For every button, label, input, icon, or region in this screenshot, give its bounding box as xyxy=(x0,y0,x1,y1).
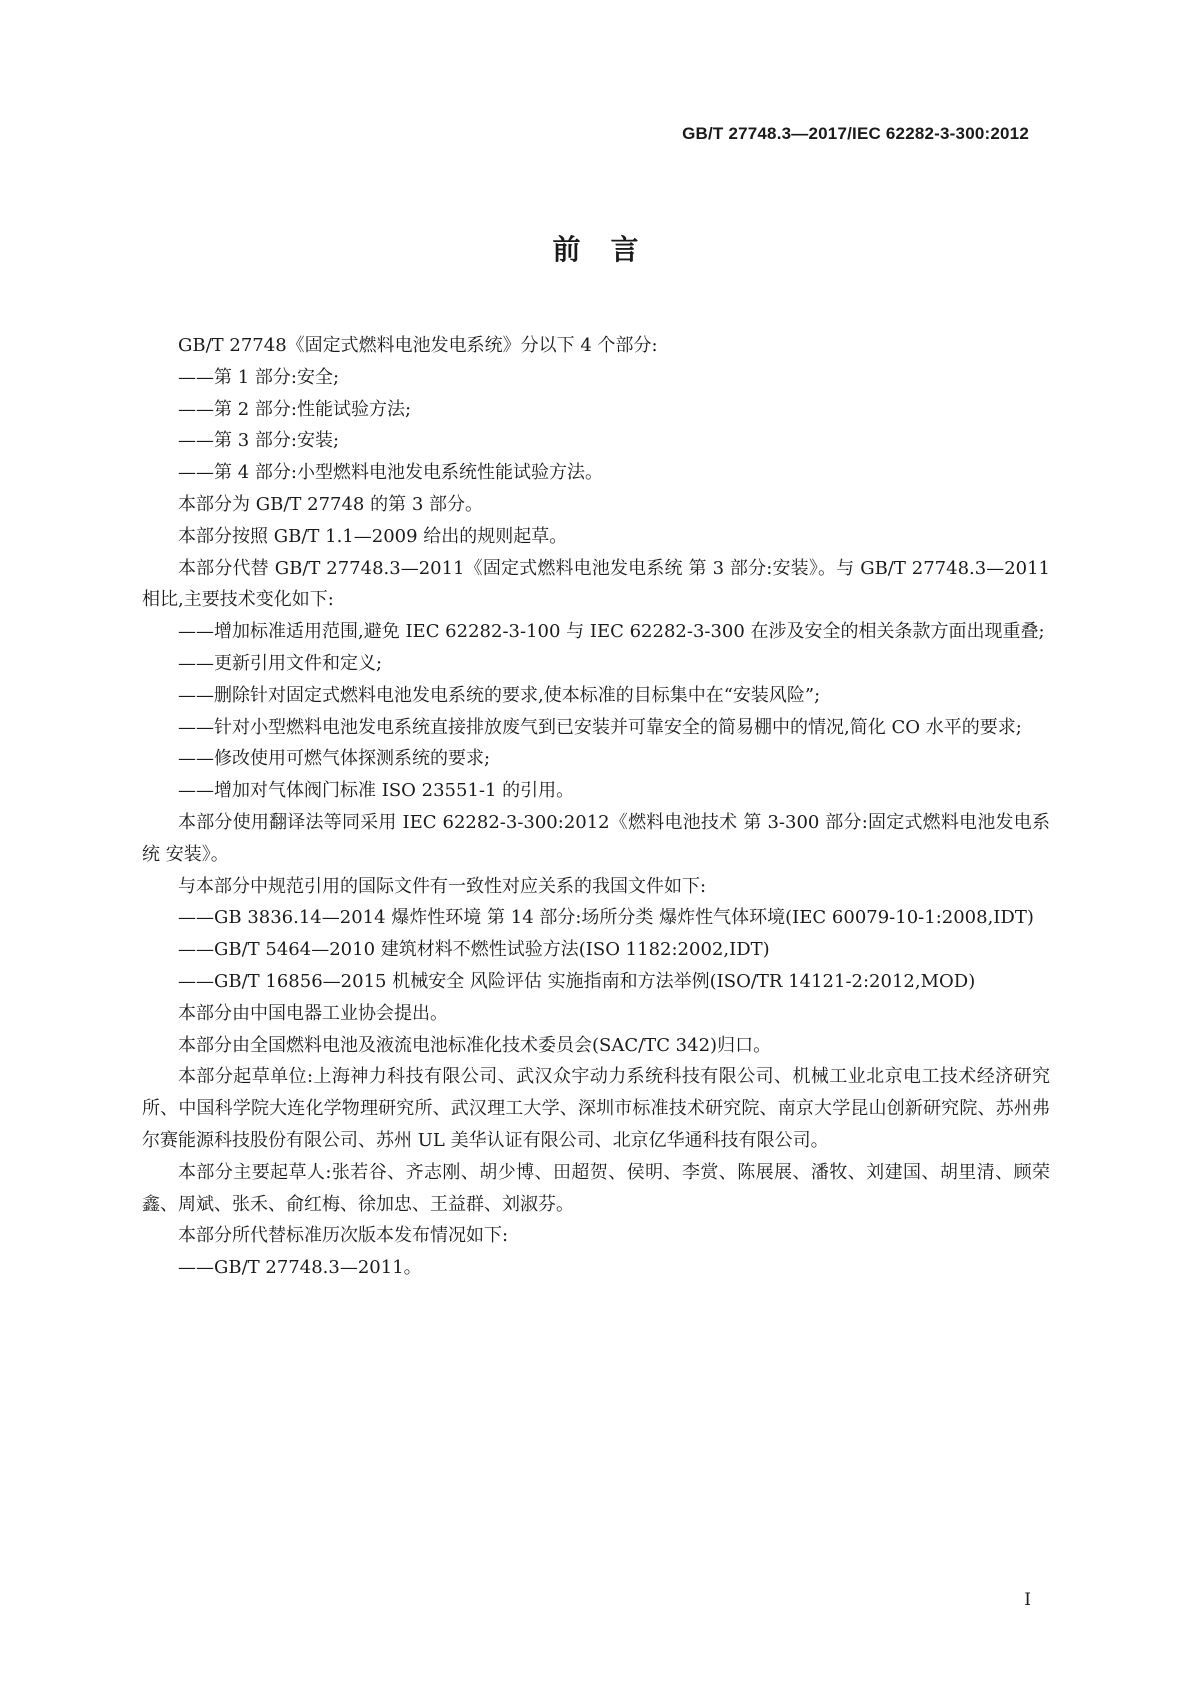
dash-list-text: GB/T 5464—2010 建筑材料不燃性试验方法(ISO 1182:2002,IDT) xyxy=(214,939,770,961)
em-dash-marker: —— xyxy=(178,462,214,484)
paragraph: 本部分起草单位:上海神力科技有限公司、武汉众宇动力系统科技有限公司、机械工业北京电工技术经济研究所、中国科学院大连化学物理研究所、武汉理工大学、深圳市标准技术研究院、南京大学昆山创新研究院、苏州弗尔赛能源科技股份有限公司、苏州 UL 美华认证有限公司、北京亿华通科技有限公司。 xyxy=(142,1066,1050,1151)
paragraph: 本部分由全国燃料电池及液流电池标准化技术委员会(SAC/TC 342)归口。 xyxy=(178,1034,772,1056)
em-dash-marker: —— xyxy=(178,621,214,643)
dash-list-item xyxy=(142,680,1050,712)
dash-list-item xyxy=(142,712,1050,744)
em-dash-marker: —— xyxy=(178,716,214,738)
dash-list-text: 删除针对固定式燃料电池发电系统的要求,使本标准的目标集中在“安装风险”; xyxy=(214,684,821,706)
dash-list-text: 第 4 部分:小型燃料电池发电系统性能试验方法。 xyxy=(214,462,603,484)
dash-list-item xyxy=(142,743,1050,775)
dash-list-text: 更新引用文件和定义; xyxy=(214,652,383,674)
paragraph: 本部分按照 GB/T 1.1—2009 给出的规则起草。 xyxy=(178,525,568,547)
dash-list-item xyxy=(142,362,1050,394)
page-number: I xyxy=(1024,1590,1031,1610)
dash-list-item xyxy=(142,966,1050,998)
dash-list-text: 增加对气体阀门标准 ISO 23551-1 的引用。 xyxy=(214,780,575,802)
em-dash-marker: —— xyxy=(178,748,214,770)
dash-list-text: 增加标准适用范围,避免 IEC 62282-3-100 与 IEC 62282-3-300 在涉及安全的相关条款方面出现重叠; xyxy=(214,621,1045,643)
paragraph: 本部分代替 GB/T 27748.3—2011《固定式燃料电池发电系统 第 3 部分:安装》。与 GB/T 27748.3—2011 相比,主要技术变化如下: xyxy=(142,557,1050,611)
dash-list-text: 第 1 部分:安全; xyxy=(214,366,340,388)
dash-list-text: GB/T 27748.3—2011。 xyxy=(214,1257,422,1279)
em-dash-marker: —— xyxy=(178,970,214,992)
dash-list-text: 第 2 部分:性能试验方法; xyxy=(214,398,412,420)
paragraph: 本部分由中国电器工业协会提出。 xyxy=(178,1002,448,1024)
dash-list-item xyxy=(142,902,1050,934)
em-dash-marker: —— xyxy=(178,398,214,420)
standard-code-header: GB/T 27748.3—2017/IEC 62282-3-300:2012 xyxy=(682,124,1029,143)
dash-list-item xyxy=(142,934,1050,966)
paragraph: 本部分所代替标准历次版本发布情况如下: xyxy=(178,1225,509,1247)
em-dash-marker: —— xyxy=(178,939,214,961)
dash-list-item xyxy=(142,457,1050,489)
dash-list-item xyxy=(142,616,1050,648)
page-title: 前言 xyxy=(552,233,669,266)
dash-list-item xyxy=(142,775,1050,807)
dash-list-text: GB/T 16856—2015 机械安全 风险评估 实施指南和方法举例(ISO/TR 14121-2:2012,MOD) xyxy=(214,970,976,992)
dash-list-text: 第 3 部分:安装; xyxy=(214,430,340,452)
em-dash-marker: —— xyxy=(178,1257,214,1279)
paragraph: 本部分为 GB/T 27748 的第 3 部分。 xyxy=(178,493,483,515)
em-dash-marker: —— xyxy=(178,907,214,929)
em-dash-marker: —— xyxy=(178,430,214,452)
paragraph: 本部分主要起草人:张若谷、齐志刚、胡少博、田超贺、侯明、李赏、陈展展、潘牧、刘建国、胡里清、顾荣鑫、周斌、张禾、俞红梅、徐加忠、王益群、刘淑芬。 xyxy=(142,1161,1050,1215)
paragraph: GB/T 27748《固定式燃料电池发电系统》分以下 4 个部分: xyxy=(178,335,658,356)
em-dash-marker: —— xyxy=(178,366,214,388)
dash-list-text: 针对小型燃料电池发电系统直接排放废气到已安装并可靠安全的简易棚中的情况,简化 CO 水平的要求; xyxy=(214,716,1022,738)
dash-list-item xyxy=(142,648,1050,680)
em-dash-marker: —— xyxy=(178,684,214,706)
paragraph: 与本部分中规范引用的国际文件有一致性对应关系的我国文件如下: xyxy=(178,875,707,897)
document-body xyxy=(142,330,1050,1284)
dash-list-item xyxy=(142,394,1050,426)
em-dash-marker: —— xyxy=(178,780,214,802)
em-dash-marker: —— xyxy=(178,652,214,674)
dash-list-text: 修改使用可燃气体探测系统的要求; xyxy=(214,748,491,770)
dash-list-text: GB 3836.14—2014 爆炸性环境 第 14 部分:场所分类 爆炸性气体环境(IEC 60079-10-1:2008,IDT) xyxy=(214,907,1034,929)
dash-list-item xyxy=(142,425,1050,457)
dash-list-item xyxy=(142,1252,1050,1284)
paragraph: 本部分使用翻译法等同采用 IEC 62282-3-300:2012《燃料电池技术 第 3-300 部分:固定式燃料电池发电系统 安装》。 xyxy=(142,811,1050,865)
